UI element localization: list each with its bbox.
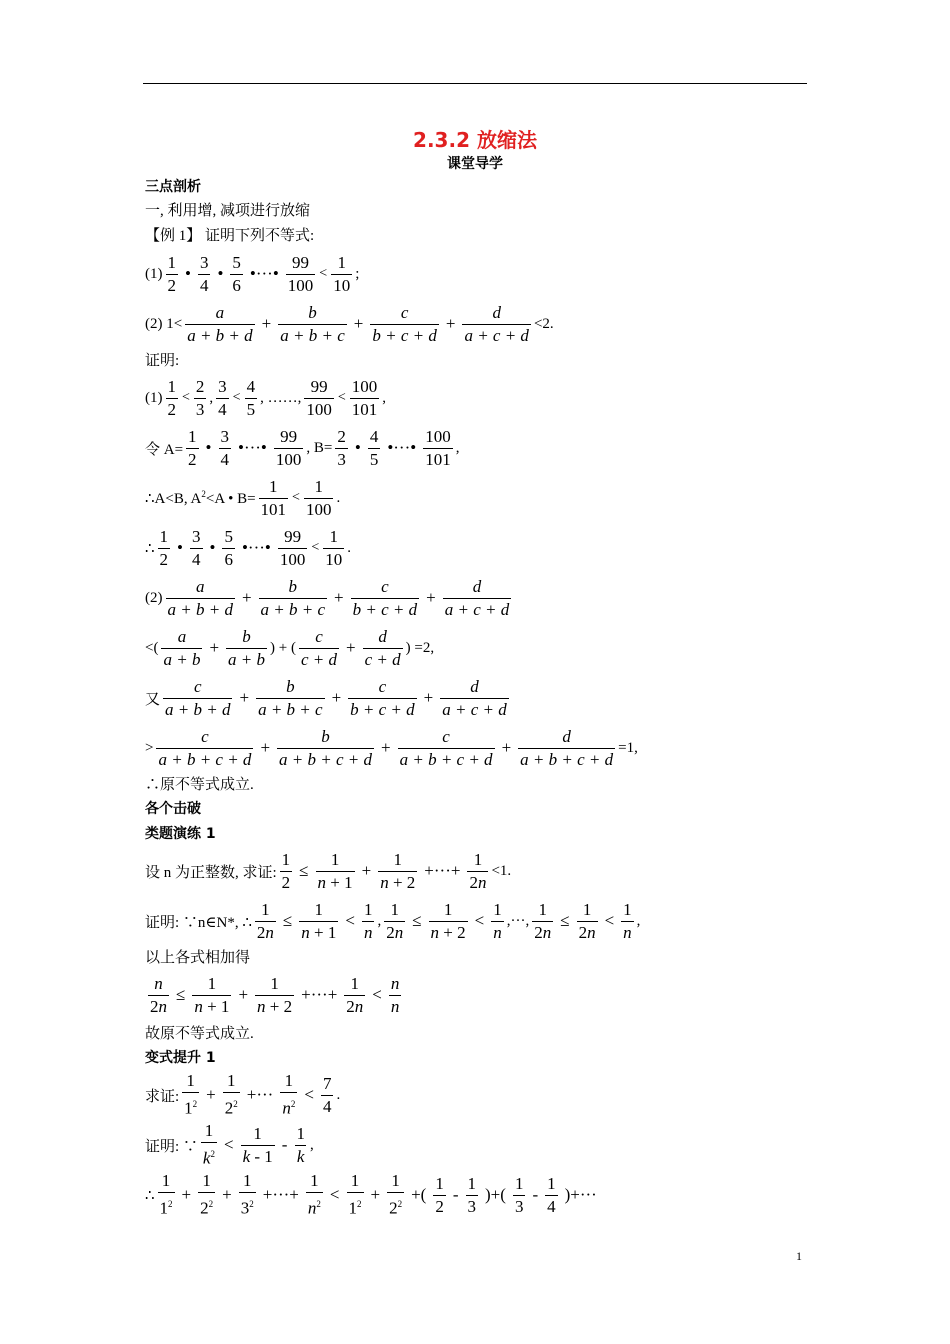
- proof-1-step-3: ∴A<B, $A^2<A$ • B= $\frac{1}{101}$ < $\frac{1}{100}$ .: [145, 476, 341, 519]
- section-heading-breakthrough: 各个击破: [145, 801, 201, 817]
- proof-1-step-4: ∴ $\frac{1}{2}$ • $\frac{3}{4}$ • $\frac{5}{6}$ •···• $\frac{99}{100}$ < $\frac{1}{10}$ .: [145, 526, 351, 569]
- variant-problem: 求证: $\frac{1}{1^2}$ + $\frac{1}{2^2}$ +··· $\frac{1}{n^2}$ < $\frac{7}{4}$ .: [145, 1071, 341, 1118]
- problem-2-formula: (2) 1< $\frac{a}{a + b + d}$ + $\frac{b}{a + b + c}$ + $\frac{c}{b + c + d}$ + $\frac{d}{a + c + d}$ <2.: [145, 302, 554, 345]
- page-number: 1: [796, 1249, 802, 1263]
- practice-heading: 类题演练 1: [145, 826, 216, 842]
- conclusion-1: ∴原不等式成立.: [145, 777, 254, 793]
- proof-2-step-2: <( $\frac{a}{a + b}$ + $\frac{b}{a + b}$ ) + ( $\frac{c}{c + d}$ + $\frac{d}{c + d}$ ) =2,: [145, 626, 435, 669]
- conclusion-2: 故原不等式成立.: [145, 1026, 254, 1042]
- section-heading-analysis: 三点剖析: [145, 179, 201, 195]
- method-heading: 一, 利用增, 减项进行放缩: [145, 203, 311, 219]
- proof-2-step-3: 又 $\frac{c}{a + b + d}$ + $\frac{b}{a + b + c}$ + $\frac{c}{b + c + d}$ + $\frac{d}{a + c + d}$: [145, 676, 507, 719]
- page-title: 2.3.2 放缩法: [413, 128, 537, 152]
- header-rule: [143, 83, 807, 84]
- practice-proof-prefix: 证明: ∵n∈N*, ∴: [145, 914, 252, 931]
- variant-proof-step-2: ∴ $\frac{1}{1^2}$ + $\frac{1}{2^2}$ + $\frac{1}{3^2}$ +···+ $\frac{1}{n^2}$ < $\frac{1}{1^2}$ + $\frac{1}{2^2}$ +( $\frac{1}{2}$ - $\frac{1}{3}$ )+( $\frac{1}{3}$ - $\frac{1}{4}$ )+···: [145, 1171, 597, 1218]
- add-up-text: 以上各式相加得: [145, 950, 251, 966]
- example-label: 【例 1】 证明下列不等式:: [145, 228, 315, 244]
- variant-problem-prefix: 求证:: [145, 1088, 180, 1105]
- practice-problem: 设 n 为正整数, 求证: $\frac{1}{2}$ ≤ $\frac{1}{n + 1}$ + $\frac{1}{n + 2}$ +···+ $\frac{1}{2n}$ <1.: [145, 849, 512, 892]
- variant-proof-step-1: 证明: ∵ $\frac{1}{k^2}$ < $\frac{1}{k - 1}$ - $\frac{1}{k}$ ,: [145, 1121, 314, 1168]
- problem-1-formula: (1) $\frac{1}{2}$ • $\frac{3}{4}$ • $\frac{5}{6}$ •···• $\frac{99}{100}$ < $\frac{1}{10}$ ;: [145, 252, 360, 295]
- practice-problem-prefix: 设 n 为正整数, 求证:: [145, 864, 277, 881]
- sum-inequality: $\frac{n}{2n}$ ≤ $\frac{1}{n + 1}$ + $\frac{1}{n + 2}$ +···+ $\frac{1}{2n}$ < $\frac{n}{n}$: [150, 973, 400, 1016]
- proof-1-step-1: (1) $\frac{1}{2}$ < $\frac{2}{3}$ , $\frac{3}{4}$ < $\frac{4}{5}$ , ……, $\frac{99}{100}$ < $\frac{100}{101}$ ,: [145, 376, 386, 419]
- proof-2-step-4: > $\frac{c}{a + b + c + d}$ + $\frac{b}{a + b + c + d}$ + $\frac{c}{a + b + c + d}$ + $\frac{d}{a + b + c + d}$ =1,: [145, 726, 638, 769]
- practice-proof: 证明: ∵n∈N*, ∴ $\frac{1}{2n}$ ≤ $\frac{1}{n + 1}$ < $\frac{1}{n}$ , $\frac{1}{2n}$ ≤ $\frac{1}{n + 2}$ < $\frac{1}{n}$ ,···, $\frac{1}{2n}$ ≤ $\frac{1}{2n}$ < $\frac{1}{n}$ ,: [145, 899, 641, 942]
- prove-label: 证明:: [145, 353, 180, 369]
- page-subtitle: 课堂导学: [447, 156, 503, 172]
- proof-1-step-2: 令 A= $\frac{1}{2}$ • $\frac{3}{4}$ •···• $\frac{99}{100}$ , B= $\frac{2}{3}$ • $\frac{4}{5}$ •···• $\frac{100}{101}$ ,: [145, 426, 460, 469]
- proof-2-step-1: (2) $\frac{a}{a + b + d}$ + $\frac{b}{a + b + c}$ + $\frac{c}{b + c + d}$ + $\frac{d}{a + c + d}$: [145, 576, 510, 619]
- variant-heading: 变式提升 1: [145, 1050, 216, 1066]
- variant-proof-prefix: 证明: ∵: [145, 1138, 198, 1155]
